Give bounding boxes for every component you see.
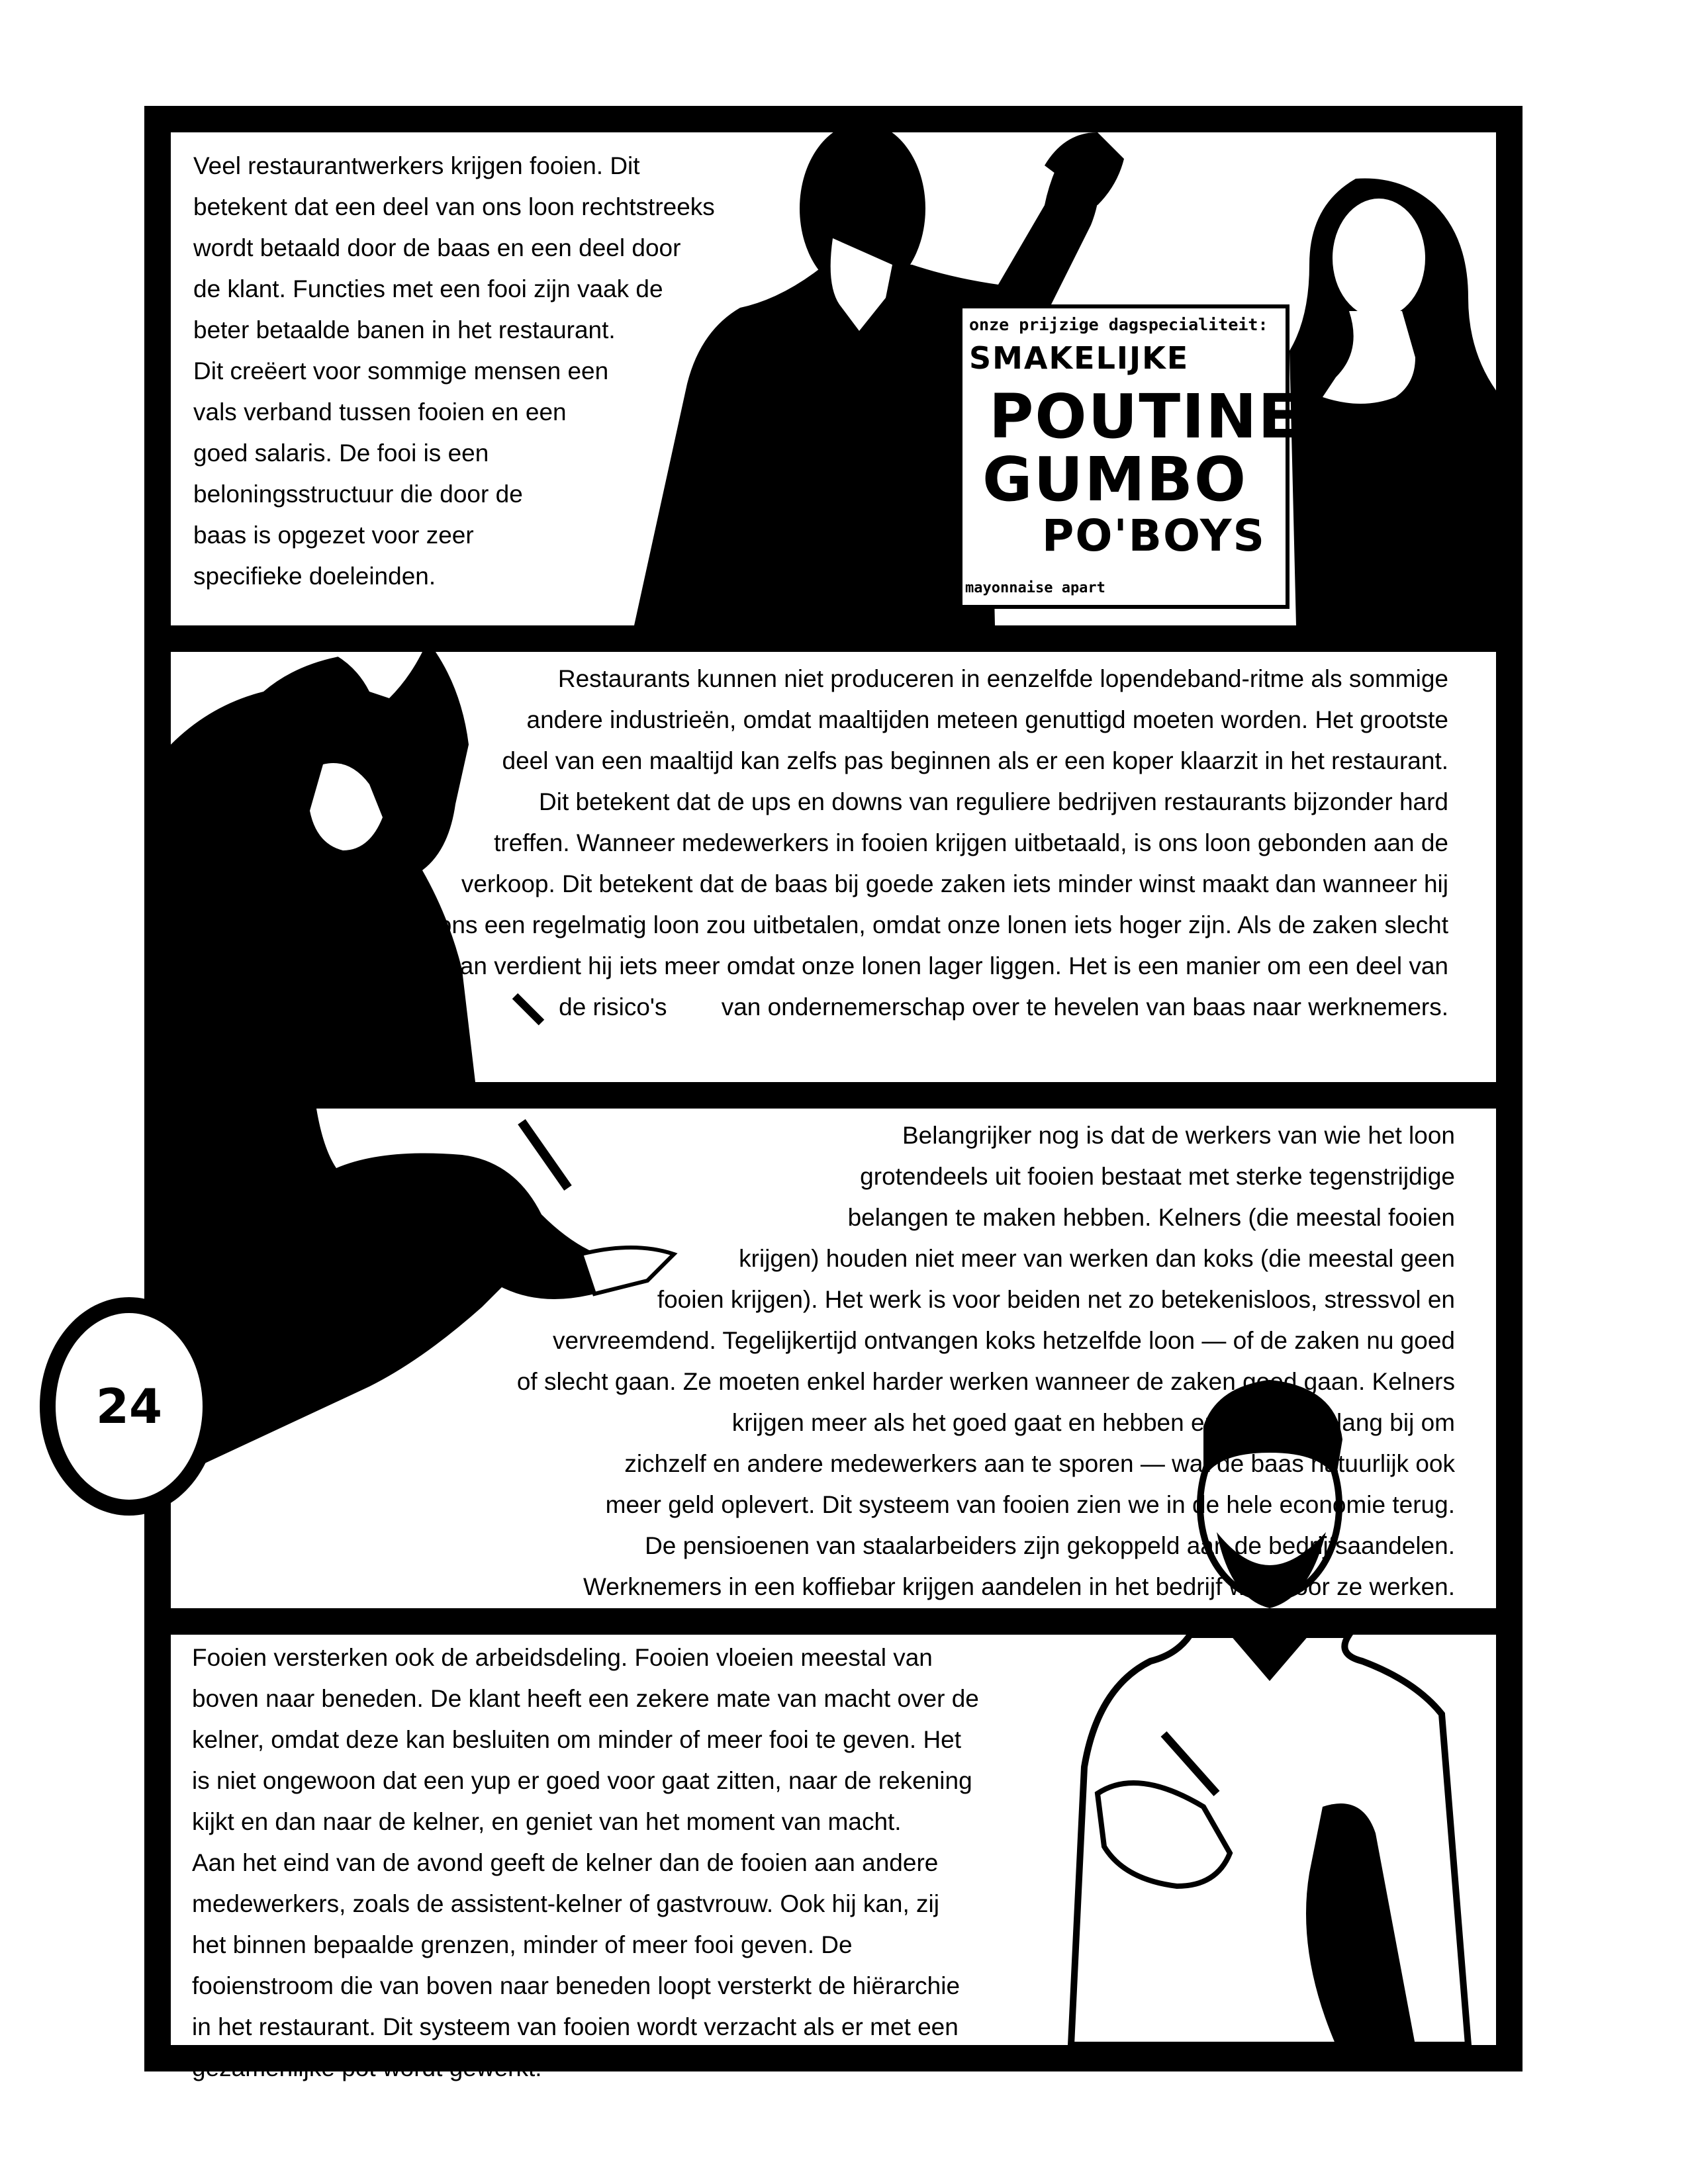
- panel-2-text: Restaurants kunnen niet produceren in eenzelfde lopendeband-ritme als sommige andere industrieën, omdat maaltijden meteen genuttigd moeten worden. Het grootste deel van een maaltijd kan zelfs pas beginnen als er een koper klaarzit in het restaurant. Dit betekent dat de ups en downs van reguliere bedrijven restaurants bijzonder hard treffen. Wanneer medewerkers in fooien krijgen uitbetaald, is ons loon gebonden aan de verkoop. Dit betekent dat de baas bij goede zaken iets minder winst maakt dan wanneer hij ons een regelmatig loon zou uitbetalen, omdat onze lonen iets hoger zijn. Als de zaken slecht gaan verdient hij iets meer omdat onze lonen lager liggen. Het is een manier om een deel van de risico's van ondernemerschap over te hevelen van baas naar werknemers.: [432, 665, 1448, 1021]
- board-line-3: GUMBO: [982, 444, 1248, 515]
- board-line-4: PO'BOYS: [1042, 510, 1266, 561]
- specials-board: [959, 304, 1301, 609]
- panel-4-text: Fooien versterken ook de arbeidsdeling. Fooien vloeien meestal van boven naar beneden. De klant heeft een zekere mate van macht over de kelner, omdat deze kan besluiten om minder of meer fooi te geven. Het is niet ongewoon dat een yup er goed voor gaat zitten, naar de rekening kijkt en dan naar de kelner, en geniet van het moment van macht. Aan het eind van de avond geeft de kelner dan de fooien aan andere medewerkers, zoals de assistent-kelner of gastvrouw. Ook hij kan, zij het binnen bepaalde grenzen, minder of meer fooi geven. De fooienstroom die van boven naar beneden loopt versterkt de hiërarchie in het restaurant. Dit systeem van fooien wordt verzacht als er met een gezamenlijke pot wordt gewerkt.: [192, 1644, 979, 2081]
- board-line-1: SMAKELIJKE: [969, 340, 1190, 376]
- panel-3-text: Belangrijker nog is dat de werkers van wie het loon grotendeels uit fooien bestaat met sterke tegenstrijdige belangen te maken hebben. Kelners (die meestal fooien krijgen) houden niet meer van werken dan koks (die meestal geen fooien krijgen). Het werk is voor beiden net zo betekenisloos, stressvol en vervreemdend. Tegelijkertijd ontvangen koks hetzelfde loon — of de zaken nu goed of slecht gaan. Ze moeten enkel harder werken wanneer de zaken goed gaan. Kelners krijgen meer als het goed gaat en hebben er daarom belang bij om zichzelf en andere medewerkers aan te sporen — wat de baas natuurlijk ook meer geld oplevert. Dit systeem van fooien zien we in de hele economie terug. De pensioenen van staalarbeiders zijn gekoppeld aan de bedrijfsaandelen. Werknemers in een koffiebar krijgen aandelen in het bedrijf waarvoor ze werken.: [516, 1122, 1455, 1600]
- panel-3: [171, 1109, 1496, 1608]
- board-header: onze prijzige dagspecialiteit:: [969, 315, 1268, 334]
- board-footer: mayonnaise apart: [965, 580, 1105, 596]
- board-line-2: POUTINE: [989, 381, 1301, 452]
- page-number-badge: [40, 1297, 218, 1516]
- panel-1-text: Veel restaurantwerkers krijgen fooien. Dit betekent dat een deel van ons loon rechtstreeks wordt betaald door de baas en een deel door de klant. Functies met een fooi zijn vaak de beter betaalde banen in het restaurant. Dit creëert voor sommige mensen een vals verband tussen fooien en een goed salaris. De fooi is een beloningsstructuur die door de baas is opgezet voor zeer specifieke doeleinden.: [193, 152, 715, 590]
- comic-page-frame: [144, 106, 1523, 2081]
- page-number: 24: [95, 1379, 163, 1434]
- panel-2: [171, 652, 1496, 1082]
- panel-4: [171, 1635, 1496, 2081]
- woman-face: [1333, 199, 1425, 318]
- panel-1: [171, 132, 1496, 625]
